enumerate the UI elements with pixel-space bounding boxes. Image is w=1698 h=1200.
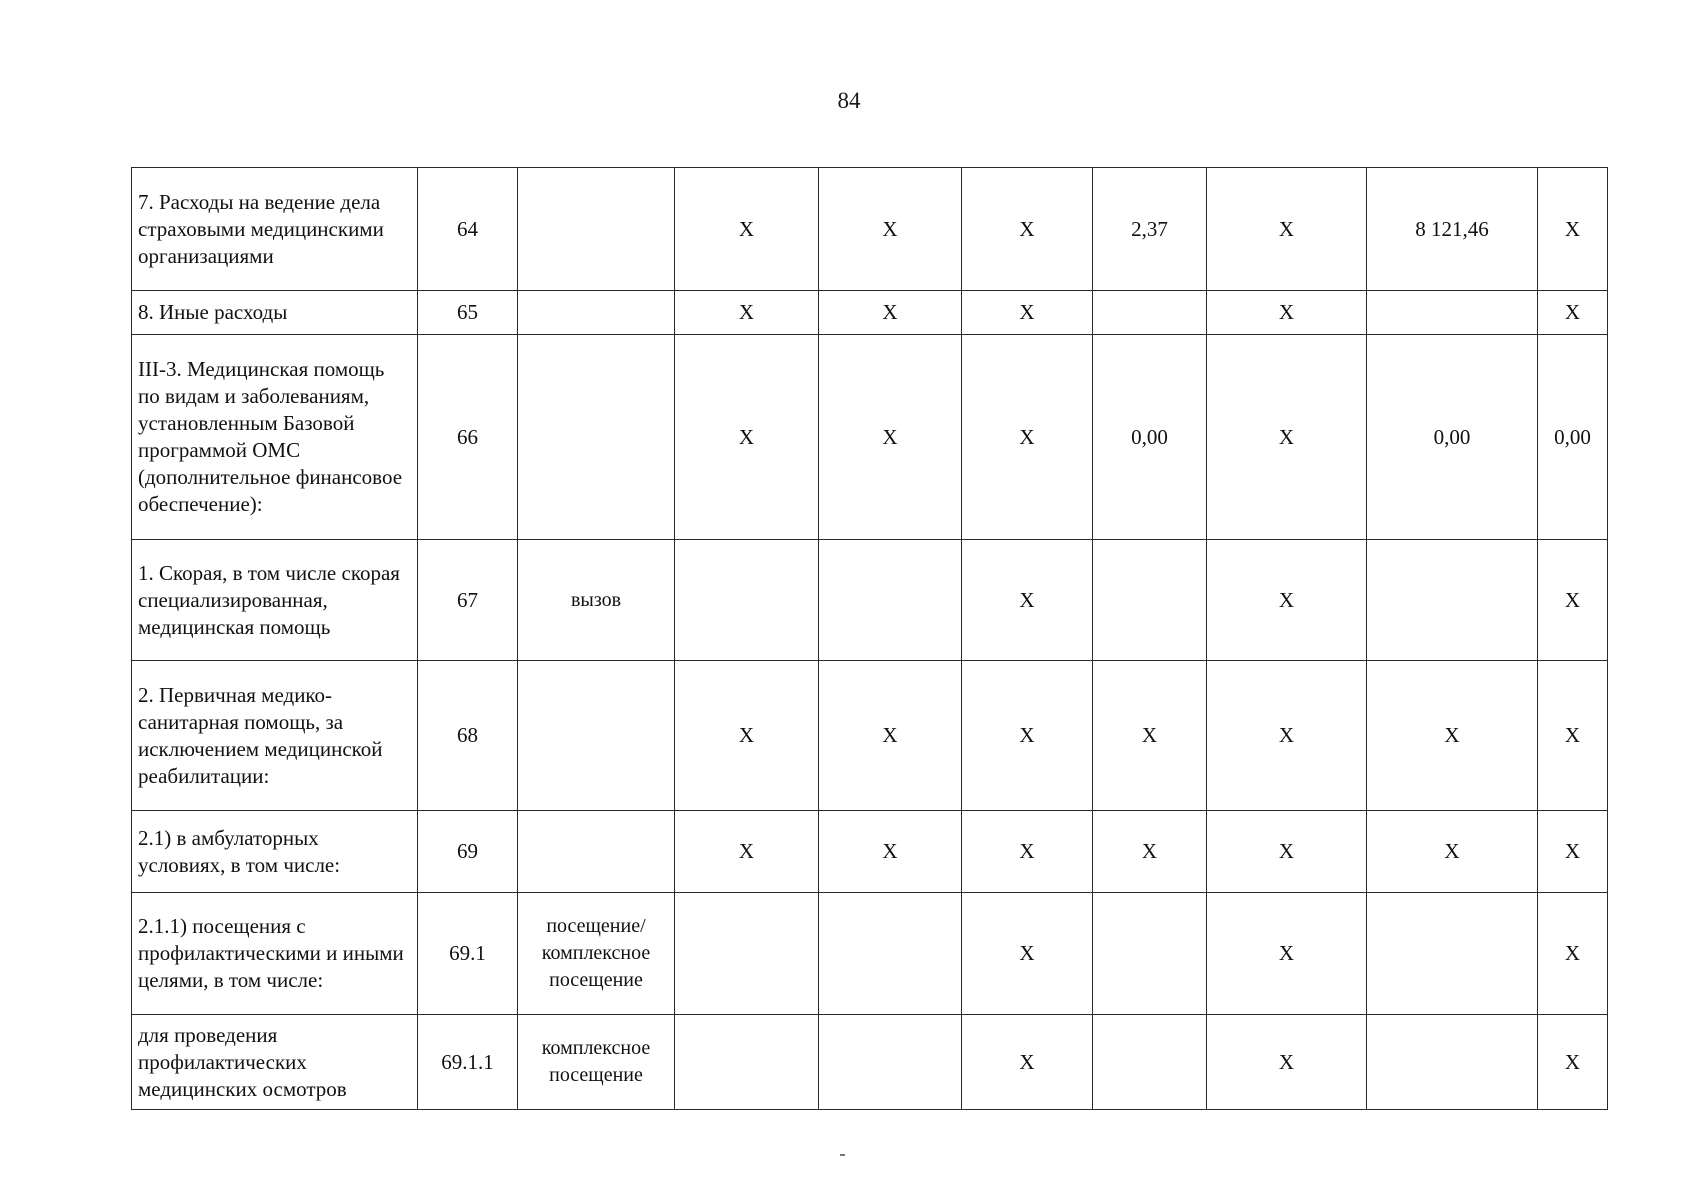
row-value-cell bbox=[1093, 1015, 1207, 1110]
row-value-cell: 0,00 bbox=[1367, 335, 1538, 540]
row-value-cell: X bbox=[1538, 661, 1608, 811]
row-value-cell: X bbox=[1367, 811, 1538, 893]
row-name-cell: 8. Иные расходы bbox=[132, 291, 418, 335]
row-unit-cell bbox=[518, 661, 675, 811]
row-value-cell: X bbox=[1207, 291, 1367, 335]
row-unit-cell bbox=[518, 335, 675, 540]
row-value-cell: X bbox=[1207, 540, 1367, 661]
row-value-cell: X bbox=[675, 811, 819, 893]
row-code-cell: 65 bbox=[418, 291, 518, 335]
row-value-cell: X bbox=[1538, 811, 1608, 893]
row-value-cell bbox=[1093, 291, 1207, 335]
row-value-cell: X bbox=[1538, 1015, 1608, 1110]
table-row bbox=[132, 811, 1608, 893]
row-value-cell: X bbox=[1538, 540, 1608, 661]
table-row bbox=[132, 1015, 1608, 1110]
row-value-cell: X bbox=[1538, 168, 1608, 291]
data-table bbox=[131, 167, 1608, 1110]
row-value-cell: X bbox=[1207, 1015, 1367, 1110]
row-value-cell bbox=[819, 893, 962, 1015]
row-unit-cell: комплексное посещение bbox=[518, 1015, 675, 1110]
row-value-cell bbox=[1367, 291, 1538, 335]
row-value-cell: X bbox=[962, 540, 1093, 661]
row-code-cell: 66 bbox=[418, 335, 518, 540]
row-value-cell bbox=[1367, 540, 1538, 661]
row-value-cell bbox=[1093, 893, 1207, 1015]
row-value-cell: 8 121,46 bbox=[1367, 168, 1538, 291]
table-row bbox=[132, 335, 1608, 540]
row-value-cell: X bbox=[1538, 893, 1608, 1015]
row-code-cell: 64 bbox=[418, 168, 518, 291]
row-value-cell: X bbox=[675, 335, 819, 540]
row-value-cell: X bbox=[1207, 335, 1367, 540]
table-row bbox=[132, 291, 1608, 335]
row-unit-cell bbox=[518, 291, 675, 335]
row-value-cell: X bbox=[1207, 168, 1367, 291]
row-value-cell: X bbox=[1367, 661, 1538, 811]
row-value-cell: X bbox=[819, 335, 962, 540]
row-value-cell: X bbox=[962, 811, 1093, 893]
row-value-cell: X bbox=[1207, 893, 1367, 1015]
row-unit-cell: посещение/ комплексное посещение bbox=[518, 893, 675, 1015]
row-code-cell: 69.1 bbox=[418, 893, 518, 1015]
row-value-cell bbox=[675, 893, 819, 1015]
row-unit-cell bbox=[518, 811, 675, 893]
row-value-cell bbox=[819, 540, 962, 661]
row-value-cell: X bbox=[962, 291, 1093, 335]
row-value-cell: X bbox=[675, 168, 819, 291]
row-value-cell: X bbox=[675, 661, 819, 811]
page-number: 84 bbox=[837, 88, 861, 113]
row-value-cell: X bbox=[1093, 661, 1207, 811]
row-value-cell bbox=[1367, 893, 1538, 1015]
row-name-cell: для проведения профилактических медицинских осмотров bbox=[132, 1015, 418, 1110]
row-value-cell bbox=[819, 1015, 962, 1110]
row-value-cell bbox=[675, 1015, 819, 1110]
row-name-cell: III-3. Медицинская помощь по видам и заболеваниям, установленным Базовой программой ОМС (дополнительное финансовое обеспечение): bbox=[132, 335, 418, 540]
row-name-cell: 2.1) в амбулаторных условиях, в том числе: bbox=[132, 811, 418, 893]
table-row bbox=[132, 540, 1608, 661]
row-code-cell: 69 bbox=[418, 811, 518, 893]
row-name-cell: 1. Скорая, в том числе скорая специализированная, медицинская помощь bbox=[132, 540, 418, 661]
row-name-cell: 2.1.1) посещения с профилактическими и иными целями, в том числе: bbox=[132, 893, 418, 1015]
dash-mark bbox=[840, 1154, 845, 1156]
row-value-cell: X bbox=[1207, 661, 1367, 811]
row-unit-cell: вызов bbox=[518, 540, 675, 661]
row-value-cell: X bbox=[962, 335, 1093, 540]
row-code-cell: 67 bbox=[418, 540, 518, 661]
row-value-cell bbox=[675, 540, 819, 661]
row-value-cell: X bbox=[962, 661, 1093, 811]
row-value-cell: X bbox=[675, 291, 819, 335]
row-value-cell: 0,00 bbox=[1093, 335, 1207, 540]
row-value-cell: 0,00 bbox=[1538, 335, 1608, 540]
row-value-cell: X bbox=[1207, 811, 1367, 893]
row-value-cell: X bbox=[819, 291, 962, 335]
table-row bbox=[132, 893, 1608, 1015]
row-value-cell: X bbox=[1093, 811, 1207, 893]
table-row bbox=[132, 661, 1608, 811]
row-name-cell: 2. Первичная медико-санитарная помощь, за исключением медицинской реабилитации: bbox=[132, 661, 418, 811]
row-value-cell: X bbox=[819, 661, 962, 811]
row-code-cell: 69.1.1 bbox=[418, 1015, 518, 1110]
row-value-cell: 2,37 bbox=[1093, 168, 1207, 291]
row-value-cell: X bbox=[962, 893, 1093, 1015]
row-value-cell: X bbox=[819, 811, 962, 893]
row-name-cell: 7. Расходы на ведение дела страховыми медицинскими организациями bbox=[132, 168, 418, 291]
row-value-cell bbox=[1093, 540, 1207, 661]
row-value-cell: X bbox=[962, 168, 1093, 291]
table-row bbox=[132, 168, 1608, 291]
row-code-cell: 68 bbox=[418, 661, 518, 811]
row-unit-cell bbox=[518, 168, 675, 291]
row-value-cell: X bbox=[1538, 291, 1608, 335]
row-value-cell: X bbox=[962, 1015, 1093, 1110]
row-value-cell bbox=[1367, 1015, 1538, 1110]
row-value-cell: X bbox=[819, 168, 962, 291]
